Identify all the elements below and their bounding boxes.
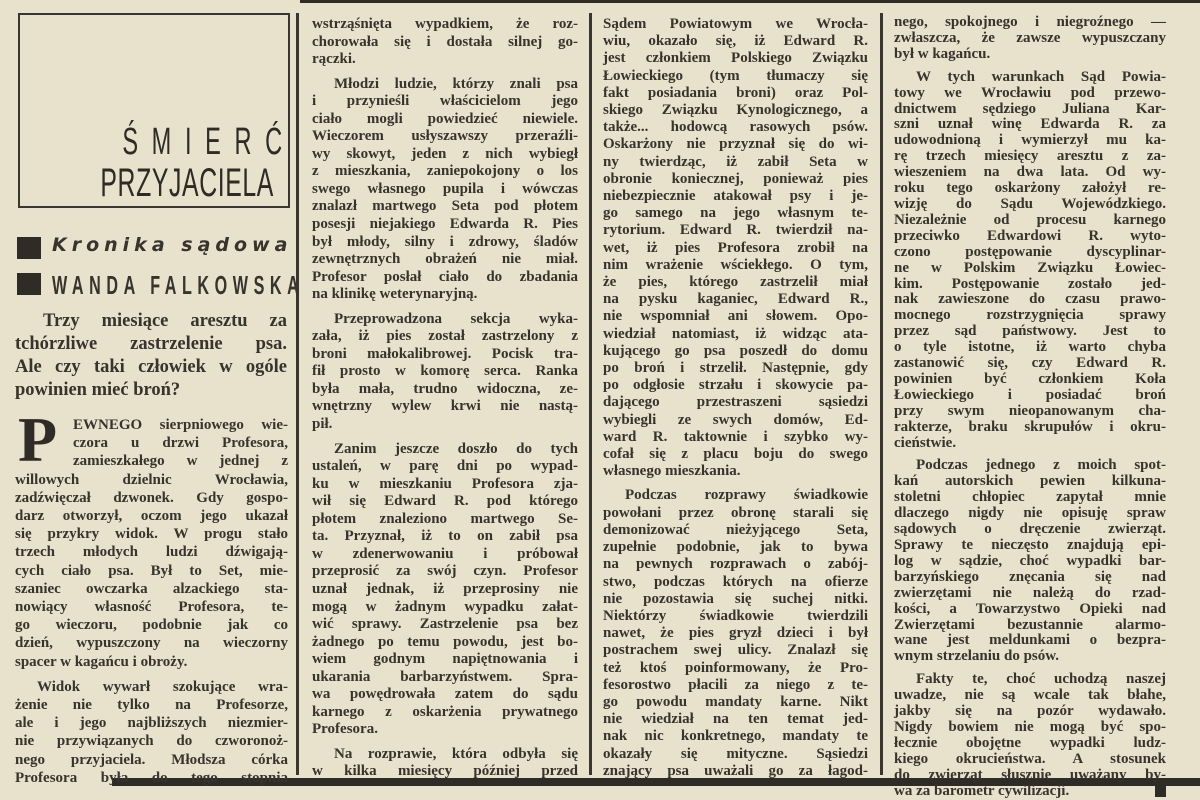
text-line: zupełnie podobnie, jak to bywa — [603, 539, 868, 556]
article-column-4 — [894, 15, 1166, 800]
article-column-3 — [603, 16, 868, 780]
text-line: go powodu mandaty karne. Nikt — [603, 693, 868, 710]
text-line: przeprosić za swój czyn. Profesor — [312, 563, 578, 580]
text-line: Profesora była do tego stopnia — [15, 769, 288, 786]
lead-line: Trzy miesiące aresztu za — [43, 311, 287, 331]
text-line: wieszeniem na dwa lata. Od wy- — [894, 164, 1166, 181]
text-line: znalazł martwego Seta pod płotem — [312, 198, 578, 215]
text-line: udowodnioną i wymierzył mu ka- — [894, 132, 1166, 149]
text-line: cofał się z placu boju do swego — [603, 446, 868, 463]
text-line: stwo, podczas których na ofierze — [603, 573, 868, 590]
text-line: wa za barometr cywilizacji. — [894, 782, 1070, 799]
text-line: swego własnego pupila i wówczas — [312, 180, 578, 197]
text-line: przez sąd państwowy. Jest to — [894, 323, 1166, 340]
text-line: demonizować nieżyjącego Seta, — [603, 521, 868, 538]
text-line: znający psa uważali go za łagod- — [603, 762, 868, 779]
text-line: Przeprowadzona sekcja wyka- — [334, 310, 578, 327]
rubric-marker-square — [17, 237, 41, 259]
text-line: Łowieckiego (tym tłumaczy się — [603, 67, 868, 84]
lead-line: powinien mieć broń? — [15, 380, 181, 400]
text-line: ta. Przyznał, iż to on zabił psa — [312, 528, 578, 545]
text-line: rytorium. Edward R. twierdził na- — [603, 222, 868, 239]
text-line: powinien być członkiem Koła — [894, 370, 1166, 387]
text-line: czora u drzwi Profesora, — [73, 435, 288, 452]
text-line: ciało mogli powiedzieć niewiele. — [312, 110, 578, 127]
text-line: nie wiedział na ten temat jed- — [603, 711, 868, 728]
text-line: karnego z oskarżenia prywatnego — [312, 703, 578, 720]
text-line: Oskarżony nie przyznał się do wi- — [603, 136, 868, 153]
text-line: kim. Postępowanie zostało jed- — [894, 275, 1166, 292]
text-line: Wieczorem usłyszawszy przeraźli- — [312, 128, 578, 145]
text-line: nowiący własność Profesora, te- — [15, 599, 288, 616]
paragraph — [312, 311, 578, 434]
text-line: w kilka miesięcy później przed — [312, 763, 578, 780]
text-line: szaniec owczarka alzackiego sta- — [15, 580, 288, 597]
text-line: stoletni chłopiec zapytał mnie — [894, 489, 1166, 506]
headline-line-1: ŚMIERĆ — [122, 121, 296, 163]
text-line: okazały się mityczne. Sąsiedzi — [603, 745, 868, 762]
text-line: także... hodowcą rasowych psów. — [603, 119, 868, 136]
text-line: wstrząśnięta wypadkiem, że roz- — [312, 16, 578, 32]
text-line: Profesora. — [312, 721, 378, 738]
text-line: fesorostwo płacili za niego z te- — [603, 676, 868, 693]
text-line: niebezpiecznie atakował psy i je- — [603, 188, 868, 205]
text-line: żenie nie tylko na Profesorze, — [15, 697, 288, 714]
text-line: Zwierzętami bezustannie alarmo- — [894, 616, 1166, 633]
text-line: o tyle istotne, iż warto chyba — [894, 339, 1166, 356]
text-line: rakterze, braku skrupułów i okru- — [894, 418, 1166, 435]
text-line: płotem znaleziono martwego Se- — [312, 510, 578, 527]
text-line: przeciwko Edwardowi R. wyto- — [894, 227, 1166, 244]
text-line: Sądem Powiatowym we Wrocła- — [603, 16, 868, 32]
text-line: jest członkiem Polskiego Związku — [603, 50, 868, 67]
text-line: przy swym nieopanowanym cha- — [894, 402, 1166, 419]
text-line: po odgłosie strzału i skowycie pa- — [603, 377, 868, 394]
column-divider — [296, 13, 299, 775]
text-line: towy we Wrocławiu pod przewo- — [894, 84, 1166, 101]
article-column-2 — [312, 16, 578, 781]
text-line: nie pozostawia się suchej nitki. — [603, 590, 868, 607]
text-line: ku w mieszkaniu Profesora zja- — [312, 475, 578, 492]
text-line: wnętrzny wylew krwi nie nastą- — [312, 398, 578, 415]
text-line: wane jest meldunkami o bezpra- — [894, 632, 1166, 649]
text-line: czono postępowanie dyscyplinar- — [894, 243, 1166, 260]
text-line: nim wrażenie wściekłego. O tym, — [603, 256, 868, 273]
text-line: Podczas rozprawy świadkowie — [625, 487, 868, 504]
text-line: że pies, którego zastrzelił miał — [603, 274, 868, 291]
headline-line-2: PRZYJACIELA — [100, 161, 274, 205]
text-line: mogą w żadnym wypadku załat- — [312, 598, 578, 615]
text-line: ale i jego najbliższych niezmier- — [15, 715, 288, 732]
text-line: wić sprawy. Zastrzelenie psa bez — [312, 616, 578, 633]
text-line: na pysku kaganiec, Edward R., — [603, 291, 868, 308]
paragraph — [15, 416, 288, 671]
text-line: rączki. — [312, 51, 356, 68]
text-line: sądowych o dręczenie zwierząt. — [894, 521, 1166, 538]
text-line: wił się Edward R. pod którego — [312, 493, 578, 510]
author-marker-square — [17, 273, 41, 295]
text-line: Sprawy te nieczęsto znajdują epi- — [894, 537, 1166, 553]
text-line: po broń i strzelił. Następnie, gdy — [603, 360, 868, 377]
text-line: cych ciało psa. Był to Set, mie- — [15, 562, 288, 579]
text-line: kującego go psa poszedł do domu — [603, 342, 868, 359]
paragraph — [603, 487, 868, 779]
text-line: fił prosto w komorę serca. Ranka — [312, 363, 578, 380]
text-line: Profesor posłał ciało do zbadania — [312, 268, 578, 285]
text-line: fakt posiadania broni) oraz Pol- — [603, 84, 868, 101]
text-line: nie przywiązanych do czworonoż- — [15, 733, 288, 750]
text-line: na pewnych rozprawach o zabój- — [603, 556, 868, 573]
text-line: kań autorskich pewien kilkuna- — [894, 473, 1166, 490]
paragraph — [894, 672, 1166, 799]
paragraph — [312, 76, 578, 304]
text-line: dnictwem sędziego Juliana Kar- — [894, 100, 1166, 117]
text-line: w zdenerwowaniu i próbował — [312, 545, 578, 562]
text-line: pił. — [312, 416, 333, 433]
text-line: nie wspomniał ani słowem. Opo- — [603, 308, 868, 325]
text-line: uwadze, nie są wcale tak błahe, — [894, 687, 1166, 704]
text-line: zała, iż pies został zastrzelony z — [312, 328, 578, 345]
text-line: kiego okrucieństwa. A stosunek — [894, 750, 1166, 767]
text-line: chorowała się i dostała silnej go- — [312, 33, 578, 50]
text-line: wiedział natomiast, iż widząc ata- — [603, 325, 868, 342]
text-line: nak zawieszone do czasu prawo- — [894, 291, 1166, 308]
text-line: Nigdy bowiem nie mogą być spo- — [894, 718, 1166, 735]
text-line: zwierzętami nie należą do rzad- — [894, 584, 1166, 601]
text-line: mocnego rozstrzygnięcia sprawy — [894, 307, 1166, 324]
lead-line: tchórzliwe zastrzelenie psa. — [15, 334, 287, 354]
paragraph — [312, 746, 578, 781]
top-rule — [300, 0, 1200, 3]
end-of-article-square — [1155, 786, 1166, 797]
text-line: wybiegli ze swych domów, Ed- — [603, 411, 868, 428]
text-line: zewnętrznych obrażeń nie miał. — [312, 251, 578, 268]
paragraph — [894, 15, 1166, 63]
lead-paragraph — [15, 310, 287, 402]
headline-box — [18, 13, 296, 208]
paragraph — [312, 16, 578, 69]
text-line: Widok wywarł szokujące wra- — [37, 678, 288, 695]
text-line: spacer w kagańcu i obroży. — [15, 653, 188, 670]
text-line: wa powędrowała zatem do sądu — [312, 686, 578, 703]
text-line: łecznie obojętne wypadki ludz- — [894, 734, 1166, 751]
author-byline: WANDA FALKOWSKA — [52, 270, 305, 300]
text-line: był młody, silny i zdrowy, śladów — [312, 233, 578, 250]
text-line: zadźwięczał dzwonek. Gdy gospo- — [15, 489, 288, 506]
text-line: uznał jednak, iż przeprosiny nie — [312, 580, 578, 597]
text-line: do zwierząt słusznie uważany by- — [894, 766, 1166, 783]
text-line: zamieszkałego w jednej z — [73, 453, 288, 470]
paragraph — [894, 458, 1166, 665]
text-line: był w kagańcu. — [894, 45, 991, 62]
text-line: zastanowić się, czy Edward R. — [894, 355, 1166, 372]
drop-cap: P — [18, 404, 58, 475]
paragraph — [894, 70, 1166, 452]
text-line: go samego na jego własnym te- — [603, 205, 868, 222]
text-line: nawet, że pies gryzł dzieci i był — [603, 625, 868, 642]
text-line: się przykry widok. W progu stało — [15, 526, 288, 543]
text-line: EWNEGO sierpniowego wie- — [73, 417, 288, 433]
text-line: log w sądzie, choć wypadki bar- — [894, 552, 1166, 569]
text-line: wnym strzelaniu do psów. — [894, 648, 1060, 665]
text-line: W tych warunkach Sąd Powia- — [916, 68, 1166, 85]
text-line: Młodzi ludzie, którzy znali psa — [334, 75, 578, 92]
text-line: powołani przez obronę starali się — [603, 504, 868, 521]
text-line: ukarania barbarzyństwem. Spra- — [312, 668, 578, 685]
text-line: barzyńskiego znęcania się nad — [894, 568, 1166, 585]
text-line: wizję do Sądu Wojewódzkiego. — [894, 195, 1166, 212]
text-line: nego, spokojnego i niegroźnego — — [894, 14, 1166, 30]
paragraph — [312, 441, 578, 739]
text-line: jakby się na pozór wydawało. — [894, 703, 1166, 720]
text-line: broni małokalibrowej. Pocisk tra- — [312, 345, 578, 362]
rubric-label: Kronika sądowa — [52, 234, 293, 256]
text-line: skiego Związku Kynologicznego, a — [603, 102, 868, 119]
text-line: wy skowyt, jeden z nich wybiegł — [312, 145, 578, 162]
text-line: Łowieckiego i posiadać broń — [894, 386, 1166, 403]
text-line: kości, a Towarzystwo Opieki nad — [894, 600, 1166, 617]
text-line: na klinikę weterynaryjną. — [312, 286, 478, 303]
text-line: Fakty te, choć uchodzą naszej — [916, 671, 1166, 688]
text-line: nak nic konkretnego, mandaty te — [603, 728, 868, 745]
text-line: ne w Polskim Związku Łowiec- — [894, 259, 1166, 276]
text-line: dzień, wypuszczony na wieczorny — [15, 635, 288, 652]
text-line: własnego mieszkania. — [603, 463, 741, 480]
text-line: Podczas jednego z moich spot- — [916, 457, 1166, 474]
text-line: willowych dzielnic Wrocławia, — [15, 471, 288, 488]
article-column-1 — [15, 416, 288, 787]
text-line: szni uznał winę Edwarda R. za — [894, 116, 1166, 133]
text-line: Zanim jeszcze doszło do tych — [334, 440, 578, 457]
text-line: dlaczego nigdy nie opisuję spraw — [894, 505, 1166, 522]
text-line: Niektórzy świadkowie twierdzili — [603, 607, 868, 624]
text-line: trzech młodych ludzi dźwigają- — [15, 544, 288, 561]
text-line: rę trzech miesięcy aresztu z za- — [894, 148, 1166, 165]
lead-line: Ale czy taki człowiek w ogóle — [15, 357, 287, 377]
text-line: i przynieśli właścicielom jego — [312, 93, 578, 110]
text-line: nego przyjaciela. Młodsza córka — [15, 751, 288, 768]
text-line: zwłaszcza, że zawsze wypuszczany — [894, 29, 1166, 46]
text-line: też ktoś poinformowany, że Pro- — [603, 659, 868, 676]
text-line: Na rozprawie, która odbyła się — [334, 745, 578, 762]
column-divider — [880, 13, 883, 775]
text-line: żadnego po temu powodu, jest bo- — [312, 633, 578, 650]
text-line: postrachem swej ulicy. Znalazł się — [603, 642, 868, 659]
text-line: była mała, trudno widoczna, ze- — [312, 380, 578, 397]
text-line: darz otworzył, oczom jego ukazał — [15, 508, 288, 525]
text-line: dającego przestraszeni sąsiedzi — [603, 394, 868, 411]
text-line: ward R. taktownie i szybko wy- — [603, 428, 868, 445]
text-line: obronie koniecznej, ponieważ pies — [603, 170, 868, 187]
text-line: z mieszkania, zaniepokojony o los — [312, 163, 578, 180]
text-line: wiu, okazało się, iż Edward R. — [603, 33, 868, 50]
text-line: ny twierdząc, iż zabił Seta w — [603, 153, 868, 170]
text-line: wiem godnym napiętnowania i — [312, 651, 578, 668]
paragraph — [15, 678, 288, 787]
text-line: cieństwie. — [894, 434, 957, 451]
text-line: ustaleń, w parę dni po wypad- — [312, 458, 578, 475]
text-line: posesji niejakiego Edwarda R. Pies — [312, 216, 578, 233]
paragraph — [603, 16, 868, 480]
column-divider — [589, 13, 592, 775]
text-line: Niezależnie od procesu karnego — [894, 211, 1166, 228]
text-line: go wieczoru, podobnie jak co — [15, 617, 288, 634]
text-line: wet, iż pies Profesora zrobił na — [603, 239, 868, 256]
text-line: roku tego oskarżony założył re- — [894, 180, 1166, 197]
